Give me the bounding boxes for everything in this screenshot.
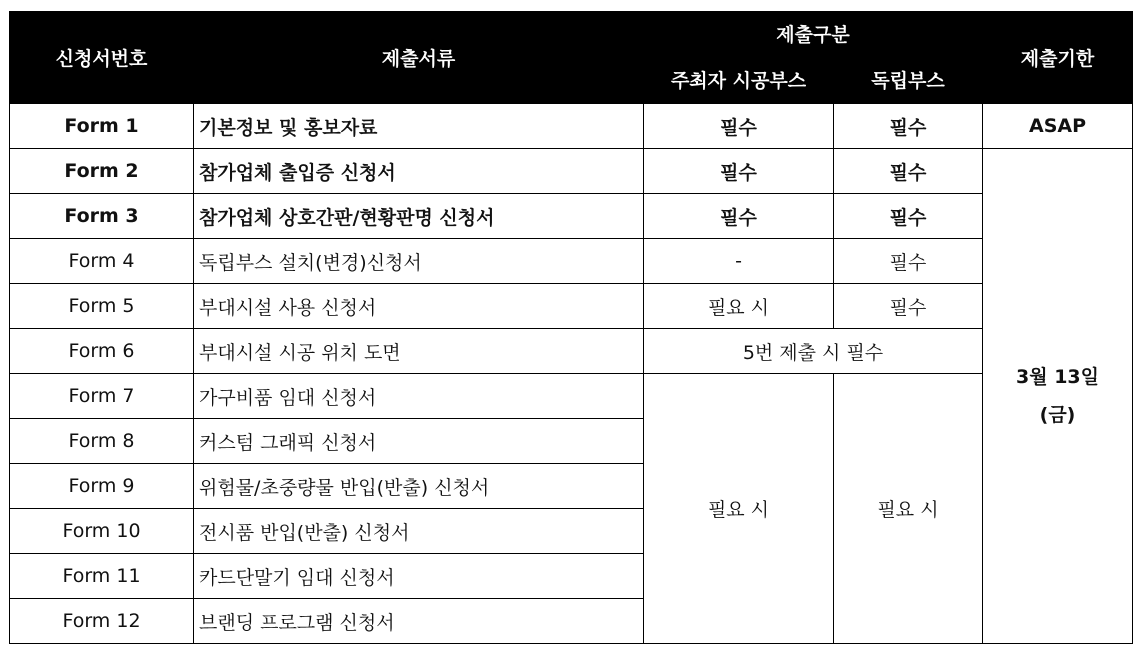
host-booth-requirement: 필수: [644, 104, 834, 149]
host-booth-requirement: -: [644, 239, 834, 284]
document-name: 카드단말기 임대 신청서: [194, 554, 644, 599]
deadline-merged: [983, 149, 1133, 644]
form-number: Form 11: [10, 554, 194, 599]
document-name: 부대시설 사용 신청서: [194, 284, 644, 329]
deadline-date: 3월 13일: [1016, 366, 1099, 388]
table-row: [10, 239, 1133, 284]
table-row: [10, 374, 1133, 419]
table-row: [10, 329, 1133, 374]
document-name: 독립부스 설치(변경)신청서: [194, 239, 644, 284]
host-booth-requirement-group: 필요 시: [644, 374, 834, 644]
document-name: 참가업체 상호간판/현황판명 신청서: [194, 194, 644, 239]
independent-booth-requirement: 필수: [834, 149, 983, 194]
form-number: Form 4: [10, 239, 194, 284]
host-booth-requirement: 필수: [644, 149, 834, 194]
form-number: Form 5: [10, 284, 194, 329]
table-row: [10, 194, 1133, 239]
independent-booth-requirement: 필수: [834, 104, 983, 149]
independent-booth-requirement-group: 필요 시: [834, 374, 983, 644]
table-row: [10, 104, 1133, 149]
table-row: [10, 149, 1133, 194]
header-host-booth: 주최자 시공부스: [644, 55, 834, 104]
form-number: Form 9: [10, 464, 194, 509]
independent-booth-requirement: 필수: [834, 194, 983, 239]
header-documents: 제출서류: [194, 12, 644, 104]
table-row: [10, 284, 1133, 329]
independent-booth-requirement: 필수: [834, 284, 983, 329]
document-name: 참가업체 출입증 신청서: [194, 149, 644, 194]
header-category: 제출구분: [644, 12, 983, 55]
form-number: Form 1: [10, 104, 194, 149]
document-name: 위험물/초중량물 반입(반출) 신청서: [194, 464, 644, 509]
document-name: 전시품 반입(반출) 신청서: [194, 509, 644, 554]
document-name: 가구비품 임대 신청서: [194, 374, 644, 419]
independent-booth-requirement: 필수: [834, 239, 983, 284]
header-independent-booth: 독립부스: [834, 55, 983, 104]
document-name: 커스텀 그래픽 신청서: [194, 419, 644, 464]
form-number: Form 10: [10, 509, 194, 554]
deadline: ASAP: [983, 104, 1133, 149]
host-booth-requirement: 필수: [644, 194, 834, 239]
document-name: 기본정보 및 홍보자료: [194, 104, 644, 149]
form-number: Form 12: [10, 599, 194, 644]
form-number: Form 2: [10, 149, 194, 194]
merged-requirement: 5번 제출 시 필수: [644, 329, 983, 374]
document-name: 부대시설 시공 위치 도면: [194, 329, 644, 374]
form-number: Form 6: [10, 329, 194, 374]
form-number: Form 3: [10, 194, 194, 239]
header-form-number: 신청서번호: [10, 12, 194, 104]
form-number: Form 7: [10, 374, 194, 419]
header-deadline: 제출기한: [983, 12, 1133, 104]
submission-table: [9, 11, 1133, 644]
form-number: Form 8: [10, 419, 194, 464]
deadline-day: (금): [1039, 404, 1076, 426]
host-booth-requirement: 필요 시: [644, 284, 834, 329]
document-name: 브랜딩 프로그램 신청서: [194, 599, 644, 644]
